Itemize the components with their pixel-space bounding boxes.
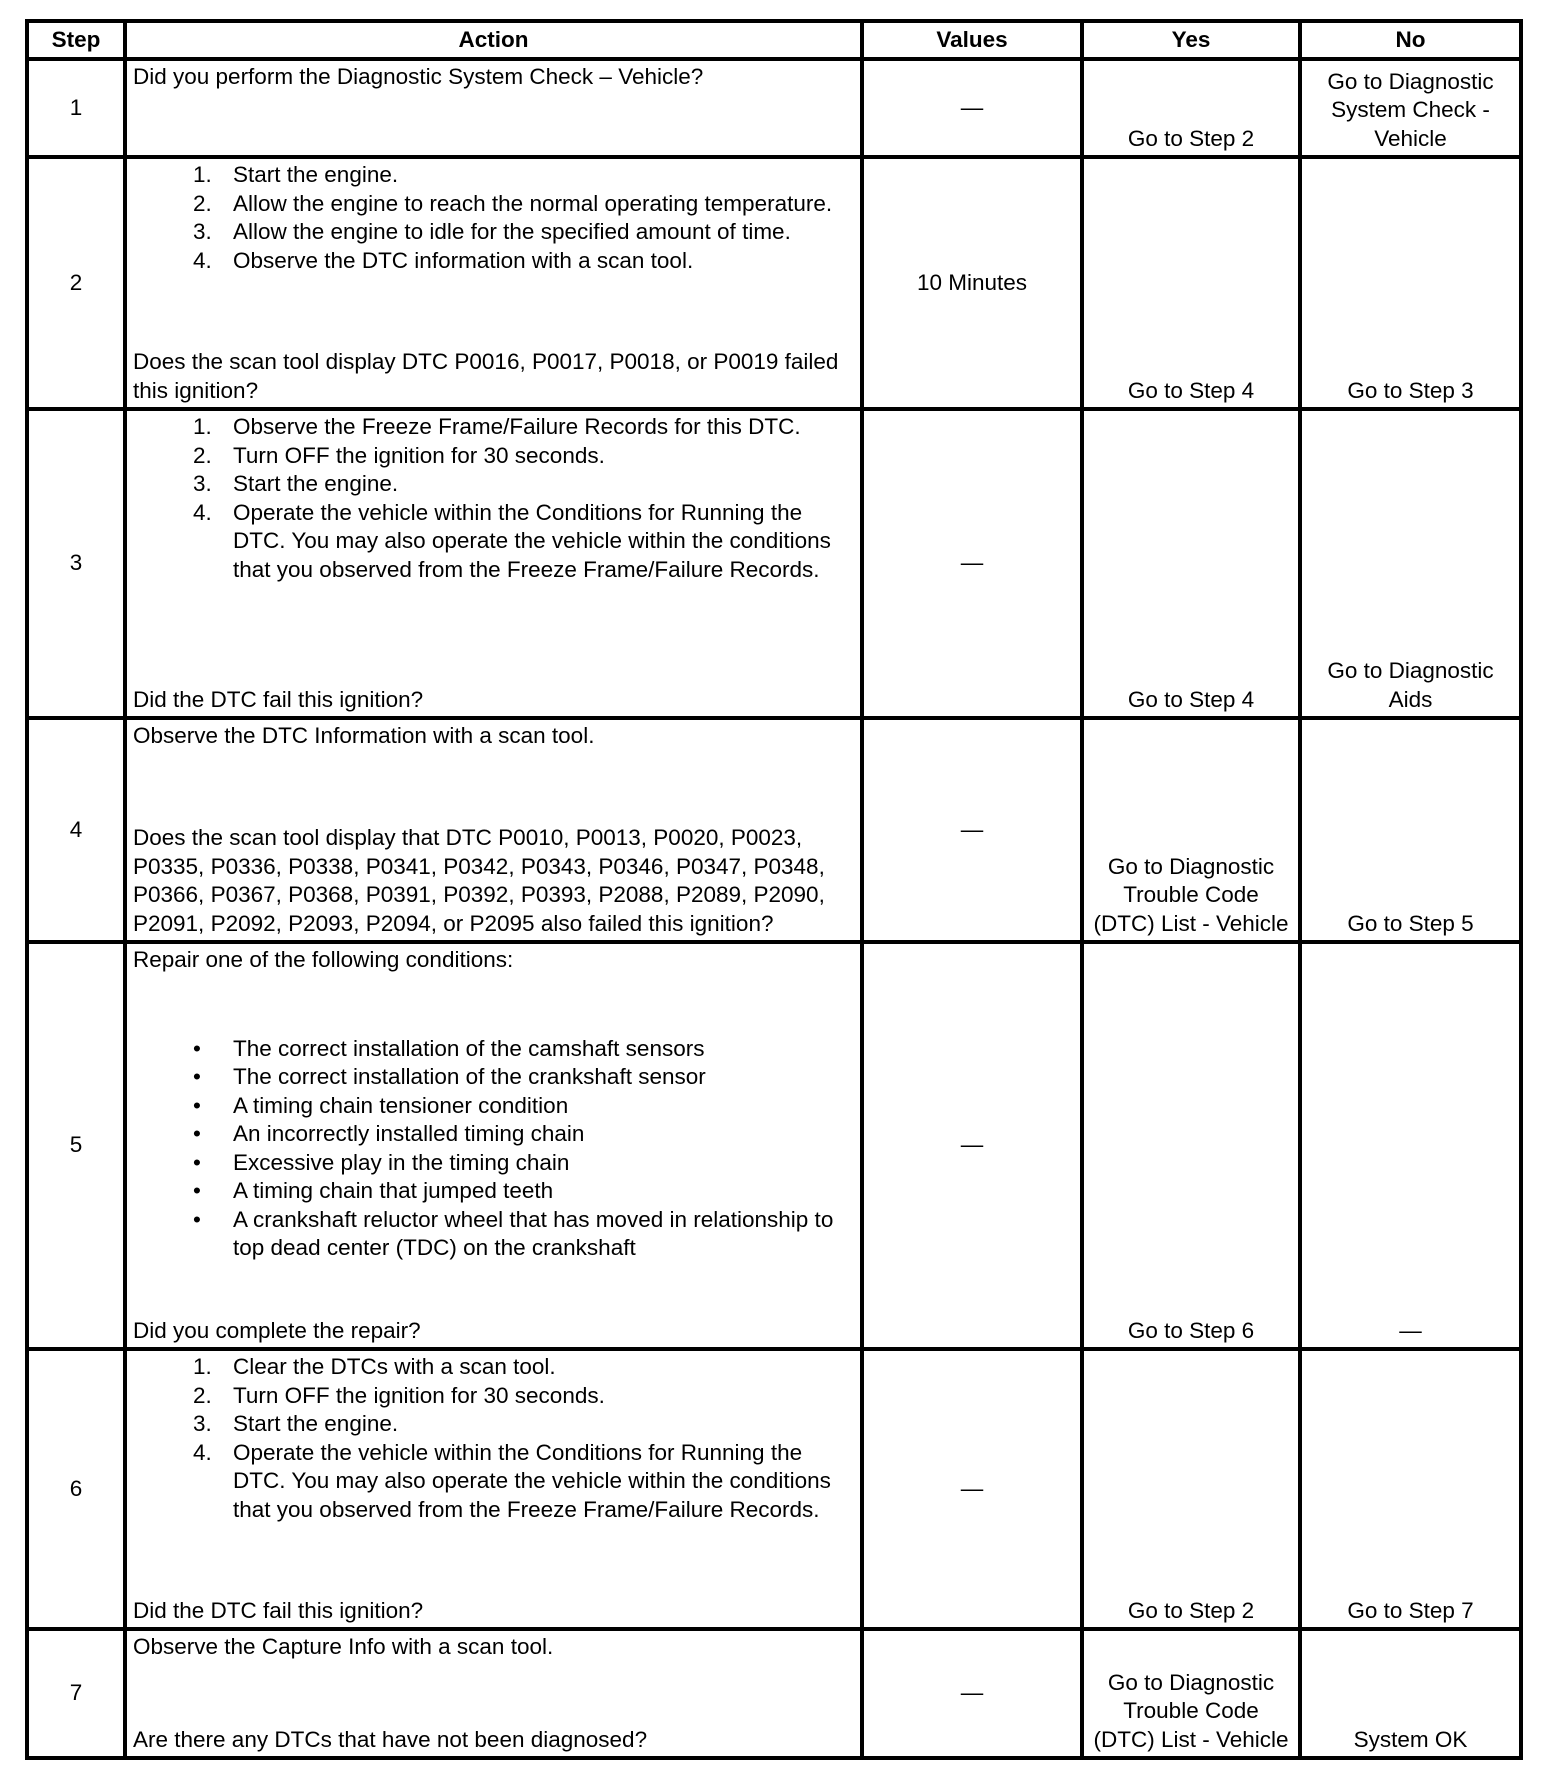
- table-row: [27, 157, 1521, 409]
- bullet-dot: •: [193, 1206, 201, 1232]
- step-index-number: 4.: [193, 499, 212, 525]
- table-row: [27, 1629, 1521, 1758]
- header-action: Action: [125, 21, 862, 59]
- step-number: 3: [27, 409, 125, 718]
- value-cell: —: [862, 1629, 1082, 1758]
- action-intro: Observe the DTC Information with a scan tool.: [133, 723, 595, 748]
- bullet-item: [133, 1092, 854, 1121]
- step-index: [133, 413, 233, 442]
- step-number: 1: [27, 59, 125, 157]
- spacer: [133, 975, 854, 1005]
- step-index: [133, 247, 233, 276]
- bullet-icon: [133, 1092, 233, 1121]
- header-yes: Yes: [1082, 21, 1300, 59]
- action-question: Does the scan tool display that DTC P0010, P0013, P0020, P0023, P0335, P0336, P0338, P0341, P0342, P0343, P0346, P0347, P0348, P0366, P0367, P0368, P0391, P0392, P0393, P2088, P2089, P2090, P2091, P2092, P2093, P2094, or P2095 also failed this ignition?: [133, 825, 825, 936]
- step-index: [133, 1439, 233, 1525]
- bullet-dot: •: [193, 1035, 201, 1061]
- step-index: [133, 1382, 233, 1411]
- step-text: Allow the engine to reach the normal operating temperature.: [233, 190, 833, 216]
- table-row: [27, 1349, 1521, 1629]
- no-cell[interactable]: Go to Diagnostic Aids: [1300, 409, 1521, 718]
- value-cell: —: [862, 718, 1082, 942]
- step-index-number: 4.: [193, 247, 212, 273]
- step-number: 5: [27, 942, 125, 1349]
- step-index-number: 3.: [193, 1411, 212, 1436]
- yes-cell[interactable]: Go to Step 6: [1082, 942, 1300, 1349]
- numbered-step: [133, 1353, 854, 1382]
- step-index-number: 1.: [193, 1354, 212, 1379]
- numbered-steps: [133, 1353, 854, 1524]
- step-index-number: 2.: [193, 1382, 212, 1408]
- bullet-text: A timing chain that jumped teeth: [233, 1178, 554, 1203]
- bullet-text: A crankshaft reluctor wheel that has moved in relationship to top dead center (TDC) on the crankshaft: [233, 1206, 834, 1260]
- bullet-icon: [133, 1177, 233, 1206]
- header-row: [27, 21, 1521, 59]
- yes-cell[interactable]: Go to Step 4: [1082, 409, 1300, 718]
- step-index-number: 2.: [193, 190, 212, 216]
- yes-cell[interactable]: Go to Step 2: [1082, 1349, 1300, 1629]
- bullet-text: Excessive play in the timing chain: [233, 1149, 570, 1175]
- action-content: [127, 720, 860, 940]
- action-cell: [125, 942, 862, 1349]
- no-cell[interactable]: —: [1300, 942, 1521, 1349]
- action-question: Did you complete the repair?: [133, 1317, 421, 1343]
- bullet-dot: •: [193, 1092, 201, 1118]
- step-index: [133, 1410, 233, 1439]
- action-question: Does the scan tool display DTC P0016, P0017, P0018, or P0019 failed this ignition?: [133, 349, 839, 403]
- step-index: [133, 1353, 233, 1382]
- table-row: [27, 409, 1521, 718]
- step-text: Start the engine.: [233, 1411, 399, 1436]
- numbered-step: [133, 1410, 854, 1439]
- header-no: No: [1300, 21, 1521, 59]
- yes-cell[interactable]: Go to Step 4: [1082, 157, 1300, 409]
- table-row: [27, 59, 1521, 157]
- step-index: [133, 190, 233, 219]
- bullet-text: The correct installation of the camshaft sensors: [233, 1035, 705, 1061]
- bullet-list: [133, 1035, 854, 1263]
- step-number: 2: [27, 157, 125, 409]
- step-index-number: 3.: [193, 471, 212, 496]
- action-question: Did the DTC fail this ignition?: [133, 686, 424, 712]
- step-number: 6: [27, 1349, 125, 1629]
- numbered-step: [133, 442, 854, 471]
- bullet-item: [133, 1120, 854, 1149]
- step-number: 4: [27, 718, 125, 942]
- step-number: 7: [27, 1629, 125, 1758]
- yes-cell[interactable]: Go to Diagnostic Trouble Code (DTC) List - Vehicle: [1082, 1629, 1300, 1758]
- value-cell: 10 Minutes: [862, 157, 1082, 409]
- bullet-text: The correct installation of the crankshaft sensor: [233, 1064, 706, 1089]
- action-cell: [125, 718, 862, 942]
- step-index-number: 1.: [193, 414, 212, 439]
- action-content: [127, 159, 860, 407]
- numbered-step: [133, 1439, 854, 1525]
- value-cell: —: [862, 942, 1082, 1349]
- numbered-steps: [133, 413, 854, 584]
- step-index: [133, 218, 233, 247]
- numbered-step: [133, 190, 854, 219]
- bullet-item: [133, 1177, 854, 1206]
- no-cell[interactable]: System OK: [1300, 1629, 1521, 1758]
- bullet-item: [133, 1063, 854, 1092]
- diagnostic-table: [25, 19, 1523, 1760]
- no-cell[interactable]: Go to Step 7: [1300, 1349, 1521, 1629]
- action-cell: [125, 59, 862, 157]
- numbered-step: [133, 413, 854, 442]
- numbered-step: [133, 1382, 854, 1411]
- numbered-step: [133, 499, 854, 585]
- no-cell[interactable]: Go to Diagnostic System Check - Vehicle: [1300, 59, 1521, 157]
- bullet-dot: •: [193, 1149, 201, 1175]
- bullet-dot: •: [193, 1121, 201, 1146]
- value-cell: —: [862, 1349, 1082, 1629]
- value-cell: —: [862, 59, 1082, 157]
- bullet-icon: [133, 1206, 233, 1263]
- table-row: [27, 718, 1521, 942]
- numbered-step: [133, 247, 854, 276]
- action-cell: [125, 157, 862, 409]
- step-text: Start the engine.: [233, 471, 399, 496]
- numbered-step: [133, 218, 854, 247]
- header-values: Values: [862, 21, 1082, 59]
- step-text: Clear the DTCs with a scan tool.: [233, 1354, 556, 1379]
- step-text: Start the engine.: [233, 162, 399, 187]
- bullet-icon: [133, 1120, 233, 1149]
- step-text: Operate the vehicle within the Conditions for Running the DTC. You may also operate the vehicle within the conditions that you observed from the Freeze Frame/Failure Records.: [233, 1439, 831, 1522]
- bullet-item: [133, 1149, 854, 1178]
- no-cell[interactable]: Go to Step 3: [1300, 157, 1521, 409]
- action-cell: [125, 1629, 862, 1758]
- value-cell: —: [862, 409, 1082, 718]
- bullet-item: [133, 1035, 854, 1064]
- yes-cell[interactable]: Go to Diagnostic Trouble Code (DTC) List - Vehicle: [1082, 718, 1300, 942]
- action-content: [127, 61, 860, 155]
- action-content: [127, 411, 860, 716]
- step-text: Observe the DTC information with a scan tool.: [233, 247, 694, 273]
- step-text: Operate the vehicle within the Conditions for Running the DTC. You may also operate the vehicle within the conditions that you observed from the Freeze Frame/Failure Records.: [233, 499, 831, 582]
- step-index: [133, 161, 233, 190]
- spacer: [133, 1005, 854, 1035]
- step-text: Observe the Freeze Frame/Failure Records for this DTC.: [233, 414, 801, 439]
- step-index-number: 3.: [193, 219, 212, 244]
- yes-cell[interactable]: Go to Step 2: [1082, 59, 1300, 157]
- step-index: [133, 442, 233, 471]
- step-index-number: 1.: [193, 162, 212, 187]
- action-cell: [125, 409, 862, 718]
- bullet-item: [133, 1206, 854, 1263]
- action-cell: [125, 1349, 862, 1629]
- bullet-icon: [133, 1063, 233, 1092]
- numbered-step: [133, 161, 854, 190]
- bullet-text: A timing chain tensioner condition: [233, 1092, 569, 1118]
- step-index: [133, 470, 233, 499]
- numbered-step: [133, 470, 854, 499]
- bullet-text: An incorrectly installed timing chain: [233, 1121, 585, 1146]
- action-intro: Observe the Capture Info with a scan tool.: [133, 1634, 554, 1659]
- action-question: Did the DTC fail this ignition?: [133, 1597, 424, 1623]
- action-intro: Repair one of the following conditions:: [133, 947, 514, 972]
- action-content: [127, 1351, 860, 1627]
- numbered-steps: [133, 161, 854, 275]
- bullet-dot: •: [193, 1178, 201, 1203]
- header-step: Step: [27, 21, 125, 59]
- no-cell[interactable]: Go to Step 5: [1300, 718, 1521, 942]
- bullet-icon: [133, 1149, 233, 1178]
- step-index-number: 4.: [193, 1439, 212, 1465]
- bullet-icon: [133, 1035, 233, 1064]
- step-text: Allow the engine to idle for the specified amount of time.: [233, 219, 791, 244]
- step-index-number: 2.: [193, 442, 212, 468]
- action-intro: Did you perform the Diagnostic System Check – Vehicle?: [133, 64, 704, 89]
- step-text: Turn OFF the ignition for 30 seconds.: [233, 442, 605, 468]
- table-row: [27, 942, 1521, 1349]
- action-question: Are there any DTCs that have not been diagnosed?: [133, 1726, 648, 1752]
- action-content: [127, 1631, 860, 1756]
- step-index: [133, 499, 233, 585]
- bullet-dot: •: [193, 1064, 201, 1089]
- step-text: Turn OFF the ignition for 30 seconds.: [233, 1382, 605, 1408]
- action-content: [127, 944, 860, 1347]
